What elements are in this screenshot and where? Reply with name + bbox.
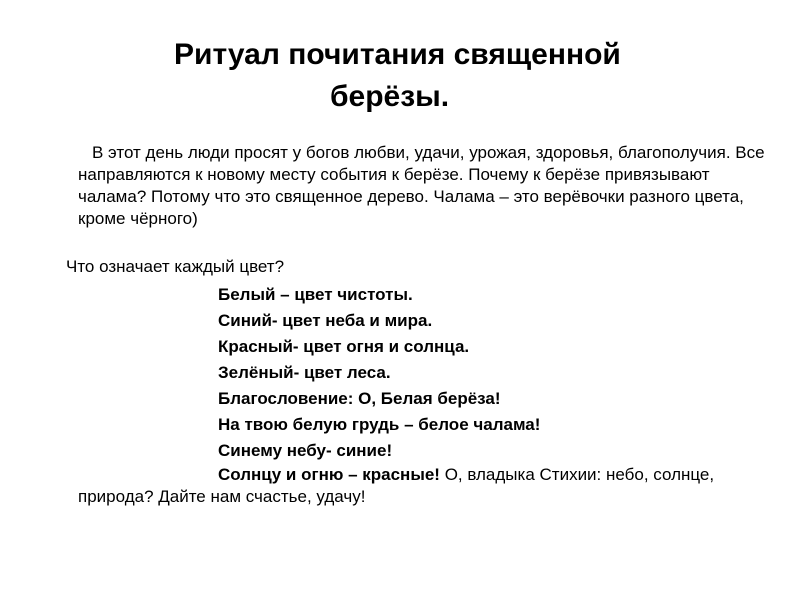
list-item: Синий- цвет неба и мира.: [218, 311, 433, 330]
list-item: Благословение: О, Белая берёза!: [218, 389, 501, 408]
slide-title: [60, 34, 760, 118]
closing-bold-text: Солнцу и огню – красные!: [218, 465, 440, 484]
list-item: На твою белую грудь – белое чалама!: [218, 415, 541, 434]
title-line-1: Ритуал почитания священной: [174, 38, 621, 71]
intro-text: В этот день люди просят у богов любви, удачи, урожая, здоровья, благополучия. Все направляются к новому месту события к берёзе. Почему к берёзе привязывают чалама? Потому что это священное дерево. Чалама – это верёвочки разного цвета, кроме чёрного): [78, 143, 765, 228]
list-item: Зелёный- цвет леса.: [218, 363, 391, 382]
list-item: Белый – цвет чистоты.: [218, 285, 413, 304]
color-meanings-list: [218, 282, 738, 464]
question-text: Что означает каждый цвет?: [66, 257, 285, 276]
list-item: Красный- цвет огня и солнца.: [218, 337, 470, 356]
closing-regular-text: О, владыка Стихии: небо, солнце, природа? Дайте нам счастье, удачу!: [78, 465, 715, 506]
closing-paragraph: [78, 464, 758, 508]
list-item: Синему небу- синие!: [218, 441, 393, 460]
intro-paragraph: [78, 142, 768, 230]
title-line-2: берёзы.: [330, 80, 450, 113]
